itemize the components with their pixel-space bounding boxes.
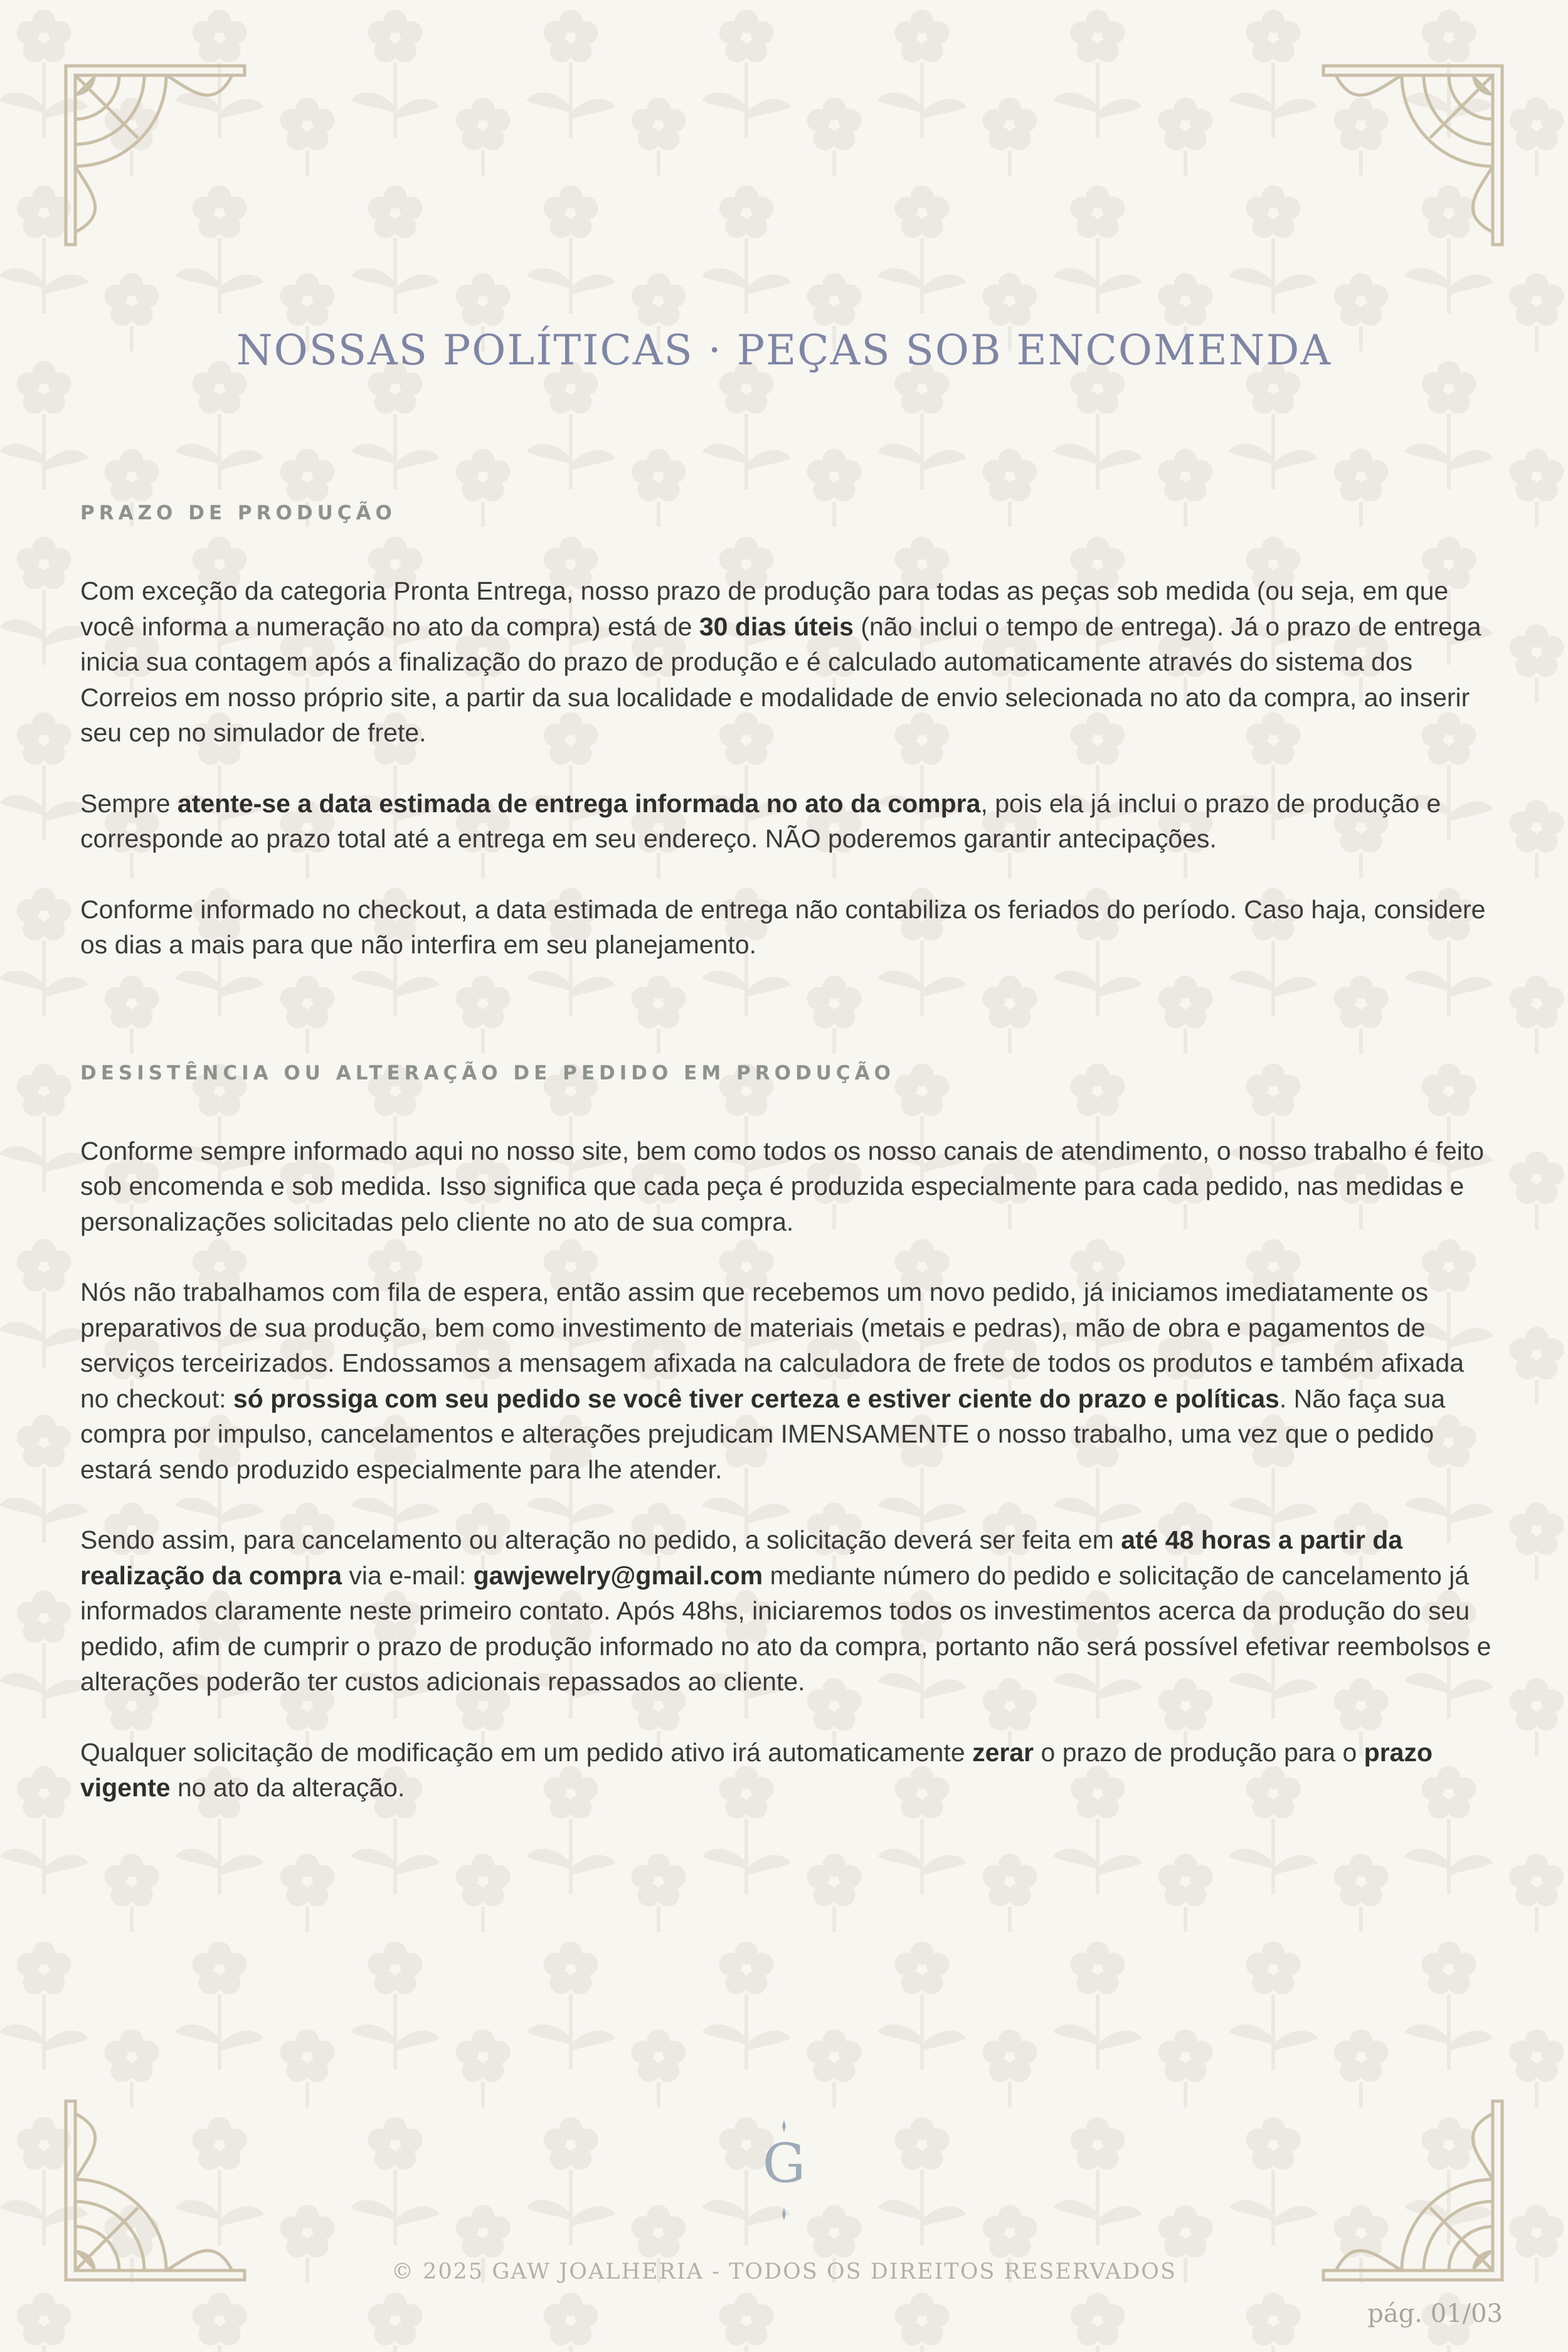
text-run: via e-mail:	[342, 1560, 474, 1590]
text-run: Qualquer solicitação de modificação em um pedido ativo irá automaticamente	[80, 1737, 973, 1767]
paragraph	[80, 1735, 1491, 1806]
paragraph	[80, 1522, 1491, 1700]
text-run: Conforme informado no checkout, a data estimada de entrega não contabiliza os feriados do período. Caso haja, considere os dias a mais para que não interfira em seu planejamento.	[80, 894, 1486, 959]
brand-monogram: G	[762, 2132, 806, 2195]
bold-text-run: zerar	[972, 1737, 1034, 1767]
page-title: NOSSAS POLÍTICAS · PEÇAS SOB ENCOMENDA	[236, 326, 1332, 374]
section-heading: DESISTÊNCIA OU ALTERAÇÃO DE PEDIDO EM PRODUÇÃO	[80, 1061, 895, 1084]
text-run: no ato da alteração.	[170, 1773, 405, 1802]
page-number: pág. 01/03	[1367, 2299, 1503, 2328]
paragraph	[80, 573, 1491, 751]
bold-text-run: 30 dias úteis	[699, 612, 854, 641]
section-production-time	[80, 502, 1491, 963]
text-run: (não inclui o tempo de entrega). Já o prazo de entrega inicia sua contagem após a finalização do prazo de produção e é calculado automaticamente através do sistema dos Correios em nosso próprio site, a partir da sua localidade e modalidade de envio selecionada no ato da compra, ao inserir seu cep no simulador de frete.	[80, 612, 1481, 747]
paragraph	[80, 1133, 1491, 1240]
text-run: Sendo assim, para cancelamento ou alteração no pedido, a solicitação deverá ser feita em	[80, 1525, 1121, 1554]
text-run: Nós não trabalhamos com fila de espera, então assim que recebemos um novo pedido, já iniciamos imediatamente os preparativos de sua produção, bem como investimento de materiais (metais e pedras), mão de obra e pagamentos de serviços terceirizados. Endossamos a mensagem afixada na calculadora de frete de todos os produtos e também afixada no checkout:	[80, 1278, 1465, 1413]
bold-text-run: atente-se a data estimada de entrega informada no ato da compra	[177, 788, 981, 818]
corner-ornament-top-left	[63, 63, 251, 251]
policy-content	[80, 502, 1491, 1841]
bold-text-run: só prossiga com seu pedido se você tiver certeza e estiver ciente do prazo e políticas	[233, 1384, 1279, 1413]
corner-ornament-top-right	[1317, 63, 1505, 251]
text-run: Conforme sempre informado aqui no nosso site, bem como todos os nosso canais de atendimento, o nosso trabalho é feito sob encomenda e sob medida. Isso significa que cada peça é produzida especialmente para cada pedido, nas medidas e personalizações solicitadas pelo cliente no ato de sua compra.	[80, 1136, 1485, 1236]
text-run: mediante número do pedido e solicitação de cancelamento já informados claramente neste primeiro contato. Após 48hs, iniciaremos todos os investimentos acerca da produção do seu pedido, afim de cumprir o prazo de produção informado no ato da compra, portanto não será possível efetivar reembolsos e alterações poderão ter custos adicionais repassados ao cliente.	[80, 1560, 1491, 1696]
paragraph	[80, 1274, 1491, 1487]
footer-copyright: © 2025 GAW JOALHERIA - TODOS OS DIREITOS RESERVADOS	[391, 2259, 1177, 2284]
text-run: Com exceção da categoria Pronta Entrega, nosso prazo de produção para todas as peças sob medida (ou seja, em que você informa a numeração no ato da compra) está de	[80, 576, 1449, 641]
paragraph	[80, 892, 1491, 963]
text-run: , pois ela já inclui o prazo de produção e corresponde ao prazo total até a entrega em seu endereço. NÃO poderemos garantir antecipações.	[80, 788, 1441, 853]
text-run: o prazo de produção para o	[1034, 1737, 1364, 1767]
text-run: . Não faça sua compra por impulso, cancelamentos e alterações prejudicam IMENSAMENTE o nosso trabalho, uma vez que o pedido estará sendo produzido especialmente para lhe atender.	[80, 1384, 1446, 1484]
section-cancellation	[80, 1062, 1491, 1806]
bold-text-run: prazo vigente	[80, 1737, 1433, 1802]
paragraph	[80, 786, 1491, 857]
text-run: Sempre	[80, 788, 177, 818]
email-address: gawjewelry@gmail.com	[473, 1560, 763, 1590]
section-heading: PRAZO DE PRODUÇÃO	[80, 502, 396, 524]
bold-text-run: até 48 horas a partir da realização da compra	[80, 1525, 1403, 1590]
